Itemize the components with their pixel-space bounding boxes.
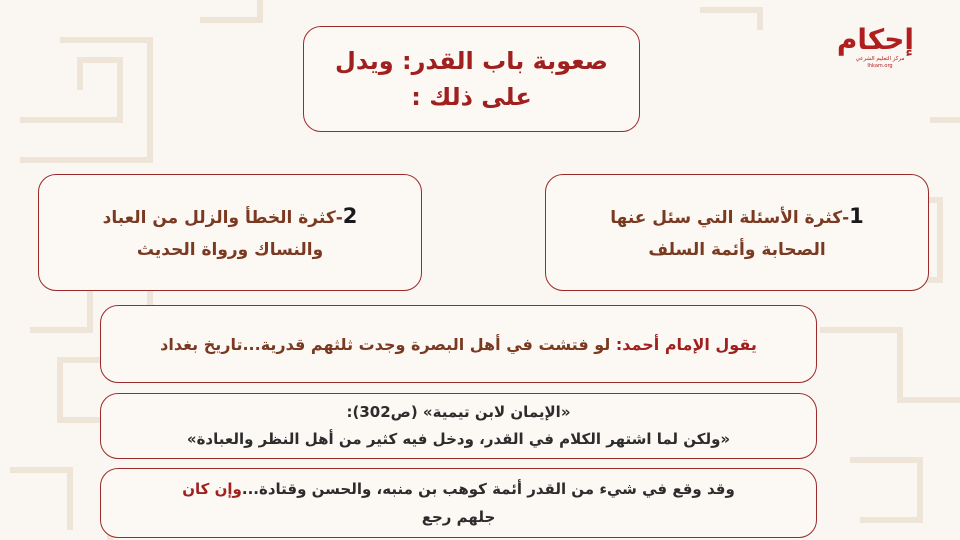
reference-box (100, 393, 817, 459)
reference-line-2: «ولكن لما اشتهر الكلام في القدر، ودخل فيه كثير من أهل النظر والعبادة» (186, 430, 731, 448)
scholars-accent: وإن كان (182, 480, 242, 498)
ihkam-logo (836, 23, 914, 95)
logo-subtitle: مركز التعليم الشرعي (855, 56, 905, 62)
logo-wordmark: إحكام (836, 23, 914, 56)
point-1-text: -كثرة الأسئلة التي سئل عنها (610, 207, 850, 228)
point-2-line-2: والنساك ورواة الحديث (136, 239, 324, 260)
scholars-line-1 (182, 475, 735, 503)
logo-tagline: Ihkam.org (867, 63, 893, 69)
point-2-number: 2 (342, 203, 358, 228)
quote-text: لو فتشت في أهل البصرة وجدت ثلثهم قدرية...تاريخ بغداد (160, 334, 611, 354)
point-1-box (545, 174, 929, 291)
quote-speaker: يقول الإمام أحمد: (615, 334, 757, 354)
point-1-line-2: الصحابة وأئمة السلف (648, 239, 826, 260)
title-box (303, 26, 640, 132)
scholars-text: وقد وقع في شيء من القدر أئمة كوهب بن منبه، والحسن وقتادة... (241, 480, 735, 498)
quote-line (160, 335, 757, 354)
point-2-box (38, 174, 422, 291)
reference-line-1: «الإيمان لابن تيمية» (ص302): (346, 403, 571, 421)
title-line-2: على ذلك : (411, 83, 532, 111)
scholars-box (100, 468, 817, 538)
title-line-1: صعوبة باب القدر: ويدل (335, 47, 608, 75)
point-1-line-1 (610, 200, 864, 234)
imam-ahmad-quote-box (100, 305, 817, 383)
point-1-number: 1 (849, 203, 864, 228)
point-2-text: -كثرة الخطأ والزلل من العباد (102, 207, 343, 228)
scholars-line-2: جلهم رجع (421, 508, 496, 526)
point-2-line-1 (103, 200, 358, 234)
